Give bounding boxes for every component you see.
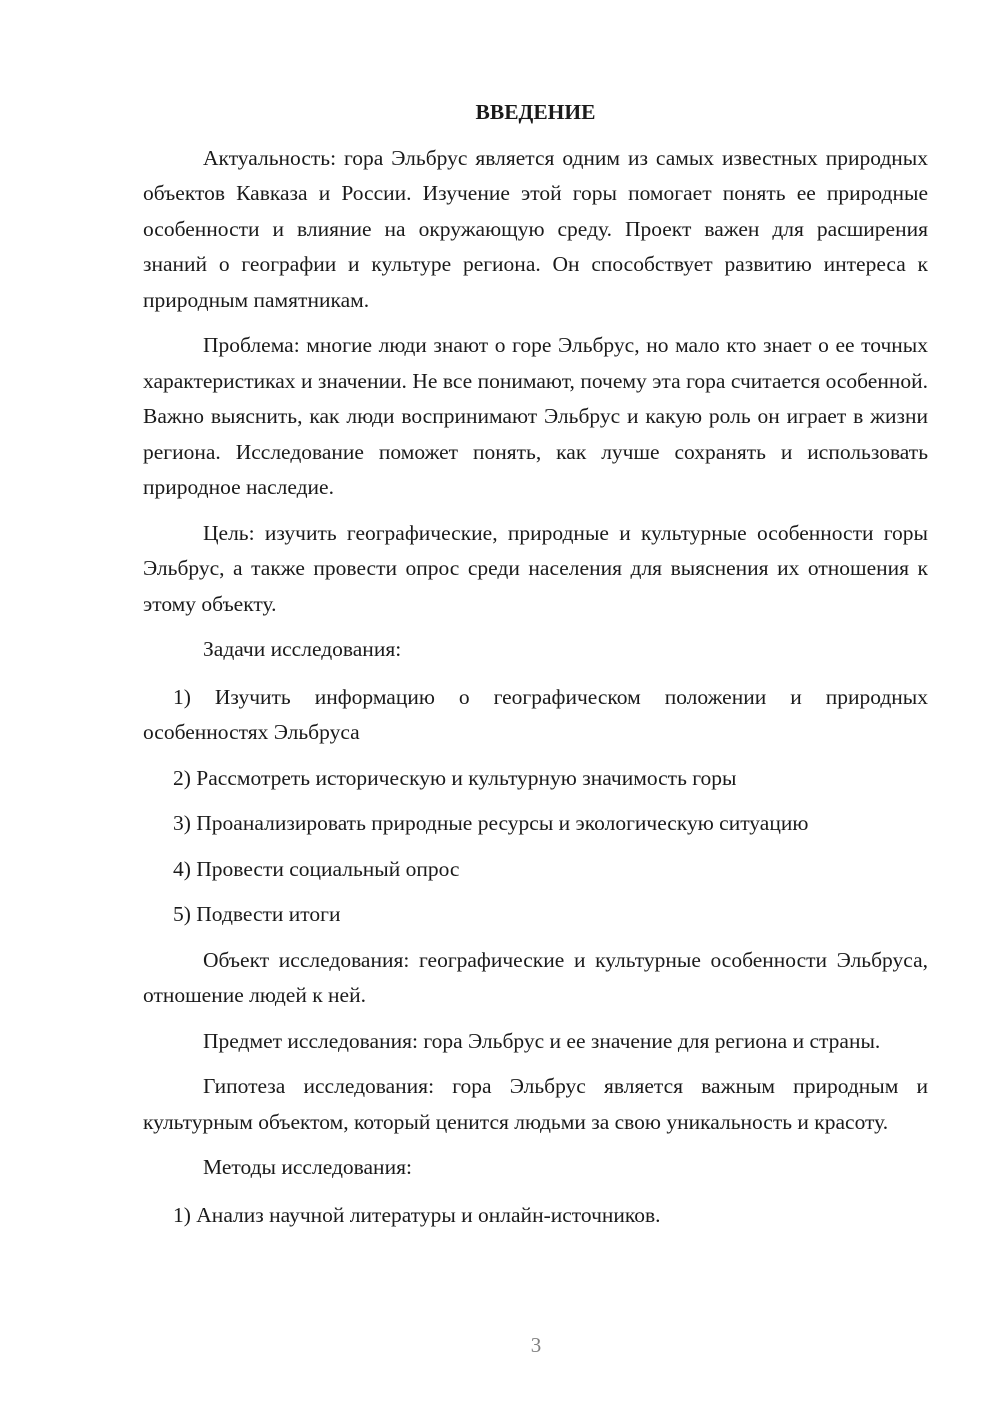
- methods-title: Методы исследования:: [203, 1155, 412, 1179]
- task-item-1: 1) Изучить информацию о географическом положении и природных особенностях Эльбруса: [143, 684, 928, 744]
- task-item-4: 4) Провести социальный опрос: [173, 856, 460, 881]
- page-body: [143, 95, 928, 1243]
- relevance-paragraph: Актуальность: гора Эльбрус является одним из самых известных природных объектов Кавказа и России. Изучение этой горы помогает понять ее природные особенности и влияние на окружающую среду. Проект важен для расширения знаний о географии и культуре региона. Он способствует развитию интереса к природным памятникам.: [143, 145, 928, 312]
- task-item-3: 3) Проанализировать природные ресурсы и экологическую ситуацию: [173, 811, 809, 835]
- task-item-5: 5) Подвести итоги: [173, 902, 341, 926]
- tasks-title: Задачи исследования:: [203, 637, 402, 661]
- page-number: 3: [530, 1333, 542, 1357]
- task-item-2: 2) Рассмотреть историческую и культурную значимость горы: [173, 765, 737, 790]
- method-item-1: 1) Анализ научной литературы и онлайн-источников.: [173, 1202, 661, 1227]
- object-paragraph: Объект исследования: географические и культурные особенности Эльбруса, отношение людей к ней.: [143, 947, 928, 1007]
- subject-paragraph: Предмет исследования: гора Эльбрус и ее значение для региона и страны.: [203, 1028, 881, 1053]
- section-heading: ВВЕДЕНИЕ: [475, 100, 596, 124]
- hypothesis-paragraph: Гипотеза исследования: гора Эльбрус является важным природным и культурным объектом, который ценится людьми за свою уникальность и красоту.: [143, 1074, 928, 1134]
- problem-paragraph: Проблема: многие люди знают о горе Эльбрус, но мало кто знает о ее точных характеристиках и значении. Не все понимают, почему эта гора считается особенной. Важно выяснить, как люди воспринимают Эльбрус и какую роль он играет в жизни региона. Исследование поможет понять, как лучше сохранять и использовать природное наследие.: [143, 333, 928, 499]
- goal-paragraph: Цель: изучить географические, природные и культурные особенности горы Эльбрус, а также провести опрос среди населения для выяснения их отношения к этому объекту.: [143, 520, 928, 616]
